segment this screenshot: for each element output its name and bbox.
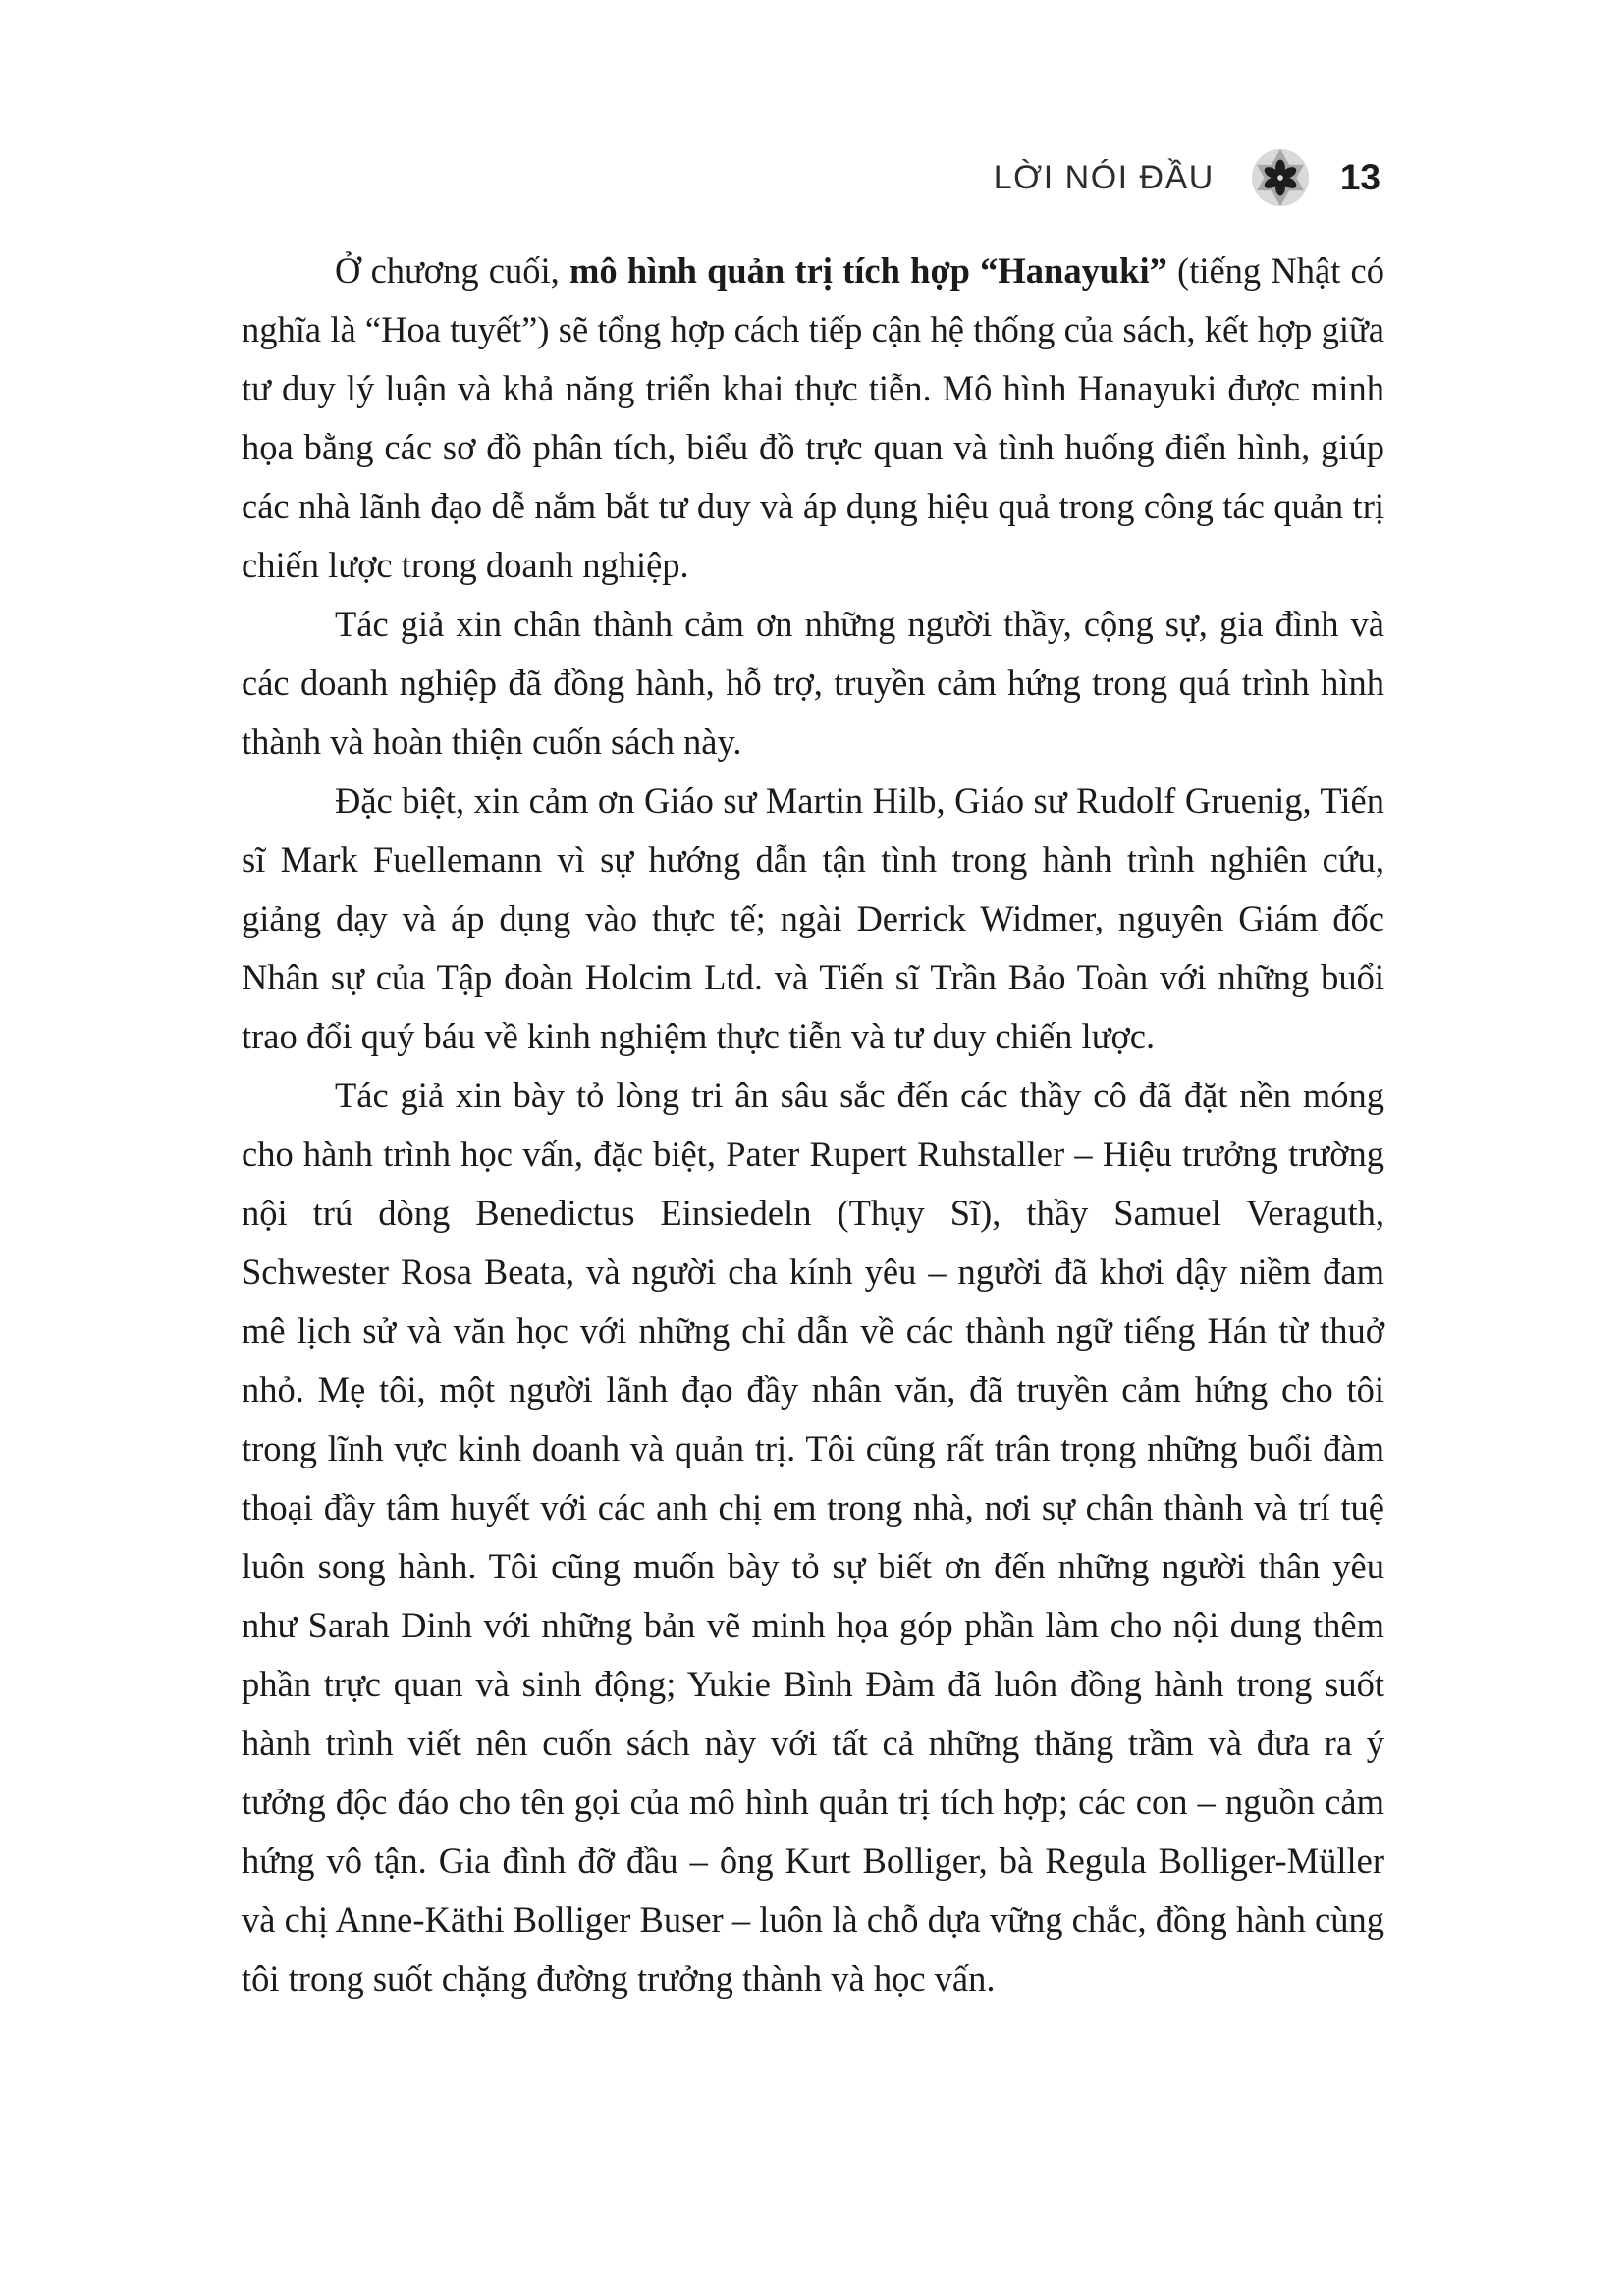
- paragraph: [242, 772, 1384, 1066]
- text-run: (tiếng Nhật có nghĩa là “Hoa tuyết”) sẽ tổng hợp cách tiếp cận hệ thống của sách, kết hợp giữa tư duy lý luận và khả năng triển khai thực tiễn. Mô hình Hanayuki được minh họa bằng các sơ đồ phân tích, biểu đồ trực quan và tình huống điển hình, giúp các nhà lãnh đạo dễ nắm bắt tư duy và áp dụng hiệu quả trong công tác quản trị chiến lược trong doanh nghiệp.: [242, 250, 1384, 585]
- text-run: Đặc biệt, xin cảm ơn Giáo sư Martin Hilb, Giáo sư Rudolf Gruenig, Tiến sĩ Mark Fuellemann vì sự hướng dẫn tận tình trong hành trình nghiên cứu, giảng dạy và áp dụng vào thực tế; ngài Derrick Widmer, nguyên Giám đốc Nhân sự của Tập đoàn Holcim Ltd. và Tiến sĩ Trần Bảo Toàn với những buổi trao đổi quý báu về kinh nghiệm thực tiễn và tư duy chiến lược.: [242, 780, 1384, 1056]
- paragraph: [242, 595, 1384, 772]
- running-header: [994, 147, 1380, 208]
- paragraph: [242, 241, 1384, 595]
- text-run: Ở chương cuối,: [335, 250, 569, 291]
- preface-text-block: [242, 241, 1384, 2008]
- paragraph: [242, 1066, 1384, 2008]
- page-number: 13: [1339, 157, 1380, 197]
- text-run: Tác giả xin chân thành cảm ơn những người thầy, cộng sự, gia đình và các doanh nghiệp đã đồng hành, hỗ trợ, truyền cảm hứng trong quá trình hình thành và hoàn thiện cuốn sách này.: [242, 604, 1384, 762]
- text-run: Tác giả xin bày tỏ lòng tri ân sâu sắc đến các thầy cô đã đặt nền móng cho hành trình học vấn, đặc biệt, Pater Rupert Ruhstaller – Hiệu trưởng trường nội trú dòng Benedictus Einsiedeln (Thụy Sĩ), thầy Samuel Veraguth, Schwester Rosa Beata, và người cha kính yêu – người đã khơi dậy niềm đam mê lịch sử và văn học với những chỉ dẫn về các thành ngữ tiếng Hán từ thuở nhỏ. Mẹ tôi, một người lãnh đạo đầy nhân văn, đã truyền cảm hứng cho tôi trong lĩnh vực kinh doanh và quản trị. Tôi cũng rất trân trọng những buổi đàm thoại đầy tâm huyết với các anh chị em trong nhà, nơi sự chân thành và trí tuệ luôn song hành. Tôi cũng muốn bày tỏ sự biết ơn đến những người thân yêu như Sarah Dinh với những bản vẽ minh họa góp phần làm cho nội dung thêm phần trực quan và sinh động; Yukie Bình Đàm đã luôn đồng hành trong suốt hành trình viết nên cuốn sách này với tất cả những thăng trầm và đưa ra ý tưởng độc đáo cho tên gọi của mô hình quản trị tích hợp; các con – nguồn cảm hứng vô tận. Gia đình đỡ đầu – ông Kurt Bolliger, bà Regula Bolliger-Müller và chị Anne-Käthi Bolliger Buser – luôn là chỗ dựa vững chắc, đồng hành cùng tôi trong suốt chặng đường trưởng thành và học vấn.: [242, 1075, 1384, 1999]
- bold-text-run: mô hình quản trị tích hợp “Hanayuki”: [568, 250, 1167, 291]
- snowflake-flower-icon: [1250, 147, 1311, 208]
- header-title: LỜI NÓI ĐẦU: [993, 158, 1215, 196]
